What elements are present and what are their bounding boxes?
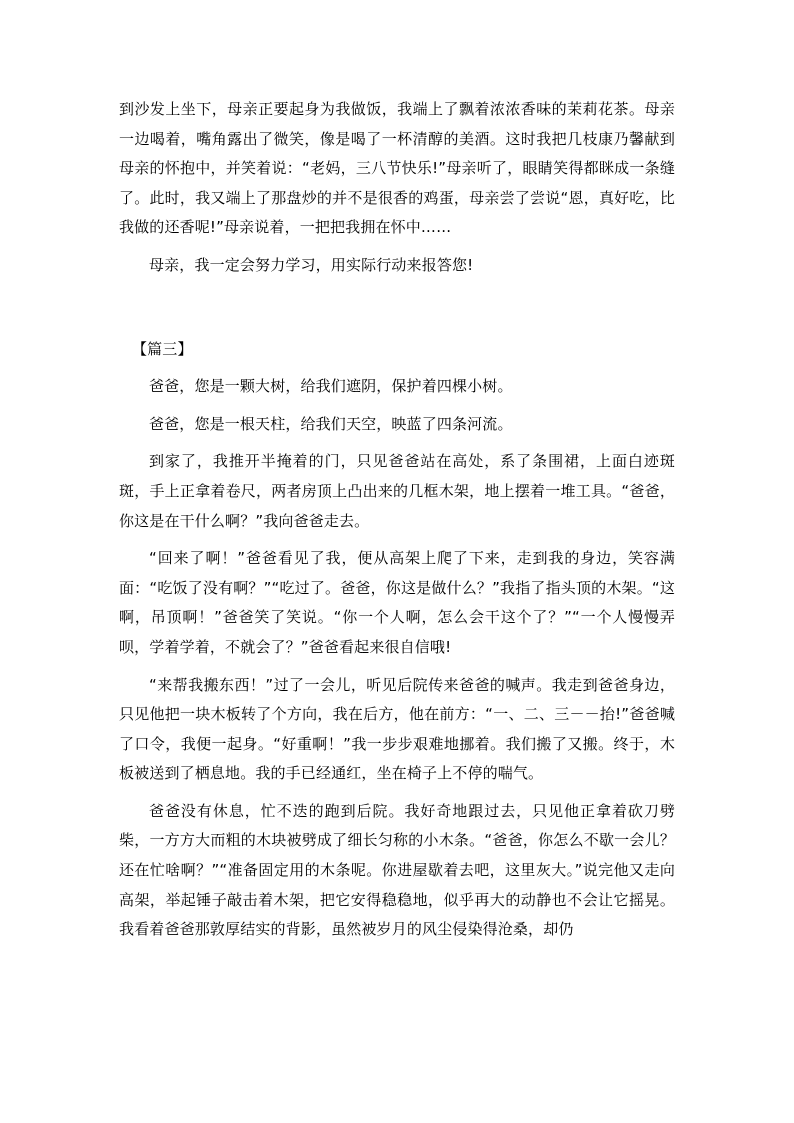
paragraph-ceiling-talk: “回来了啊！”爸爸看见了我，便从高架上爬了下来，走到我的身边，笑容满面：“吃饭了没有啊？”“吃过了。爸爸，你这是做什么？”我指了指头顶的木架。“这啊，吊顶啊！”爸爸笑了笑说。“你一个人啊，怎么会干这个了？”“一个人慢慢弄呗，学着学着，不就会了？”爸爸看起来很自信哦!	[119, 549, 675, 656]
paragraph-mother-tea: 到沙发上坐下，母亲正要起身为我做饭，我端上了飘着浓浓香味的茉莉花茶。母亲一边喝着，嘴角露出了微笑，像是喝了一杯清醇的美酒。这时我把几枝康乃馨献到母亲的怀抱中，并笑着说：“老妈，三八节快乐!”母亲听了，眼睛笑得都眯成一条缝了。此时，我又端上了那盘炒的并不是很香的鸡蛋，母亲尝了尝说“恩，真好吃，比我做的还香呢!”母亲说着，一把把我拥在怀中……	[119, 100, 675, 237]
paragraph-mother-promise: 母亲，我一定会努力学习，用实际行动来报答您!	[149, 255, 474, 274]
paragraph-chop-wood: 爸爸没有休息，忙不迭的跑到后院。我好奇地跟过去，只见他正拿着砍刀劈柴，一方方大而粗的木块被劈成了细长匀称的小木条。“爸爸，你怎么不歇一会儿？还在忙啥啊？”“准备固定用的木条呢。你进屋歇着去吧，这里灰大。”说完他又走向高架，举起锤子敲击着木架，把它安得稳稳地，似乎再大的动静也不会让它摇晃。我看着爸爸那敦厚结实的背影，虽然被岁月的风尘侵染得沧桑，却仍	[119, 801, 675, 939]
section-title: 【篇三】	[132, 339, 193, 358]
document-body	[119, 95, 675, 953]
paragraph-father-pillar: 爸爸，您是一根天柱，给我们天空，映蓝了四条河流。	[149, 414, 513, 433]
paragraph-arrive-home: 到家了，我推开半掩着的门，只见爸爸站在高处，系了条围裙，上面白迹斑斑，手上正拿着卷尺，两者房顶上凸出来的几框木架，地上摆着一堆工具。“爸爸，你这是在干什么啊？”我向爸爸走去。	[119, 452, 675, 530]
paragraph-father-tree: 爸爸，您是一颗大树，给我们遮阴，保护着四棵小树。	[149, 377, 513, 396]
paragraph-carry-board: “来帮我搬东西！”过了一会儿，听见后院传来爸爸的喊声。我走到爸爸身边，只见他把一块木板转了个方向，我在后方，他在前方：“一、二、三－－抬!”爸爸喊了口令，我便一起身。“好重啊！”我一步步艰难地挪着。我们搬了又搬。终于，木板被送到了栖息地。我的手已经通红，坐在椅子上不停的喘气。	[119, 675, 675, 783]
